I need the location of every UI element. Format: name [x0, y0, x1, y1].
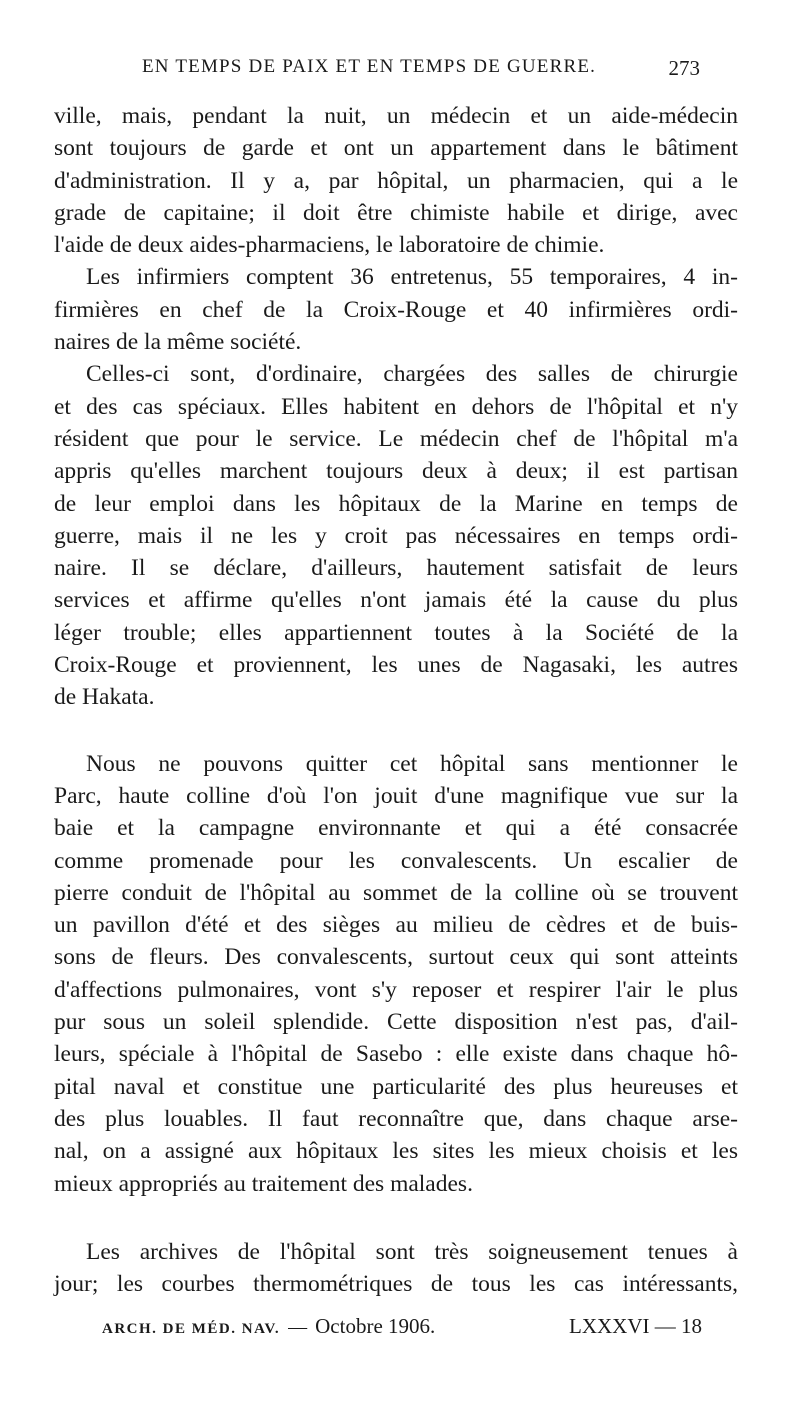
text-line: Nous ne pouvons quitter cet hôpital sans mentionner le — [86, 750, 738, 777]
text-line: de leur emploi dans les hôpitaux de la Marine en temps de — [54, 490, 738, 517]
text-line: Celles-ci sont, d'ordinaire, chargées des salles de chirurgie — [86, 361, 738, 388]
text-line: léger trouble; elles appartiennent toutes à la Société de la — [54, 619, 738, 646]
text-line: jour; les courbes thermométriques de tous les cas intéressants, — [54, 1271, 738, 1298]
text-line: naires de la même société. — [54, 329, 302, 356]
footer-separator: — — [288, 1317, 308, 1338]
text-line: guerre, mais il ne les y croit pas nécessaires en temps ordi- — [54, 522, 738, 549]
text-line: services et affirme qu'elles n'ont jamais été la cause du plus — [54, 587, 738, 614]
text-line: nal, on a assigné aux hôpitaux les sites les mieux choisis et les — [54, 1138, 738, 1165]
text-line: un pavillon d'été et des sièges au milieu de cèdres et de buis- — [54, 912, 738, 939]
text-line: comme promenade pour les convalescents. Un escalier de — [54, 847, 738, 874]
text-line: d'affections pulmonaires, vont s'y reposer et respirer l'air le plus — [54, 976, 738, 1003]
text-line: ville, mais, pendant la nuit, un médecin et un aide-médecin — [54, 103, 738, 129]
paragraph — [54, 261, 738, 358]
page-footer — [102, 1314, 702, 1344]
text-line: l'aide de deux aides-pharmaciens, le laboratoire de chimie. — [54, 232, 605, 259]
footer-citation — [102, 1314, 435, 1339]
text-line: pierre conduit de l'hôpital au sommet de la colline où se trouvent — [54, 879, 738, 906]
text-line: Les archives de l'hôpital sont très soigneusement tenues à — [86, 1238, 738, 1265]
text-line: appris qu'elles marchent toujours deux à deux; il est partisan — [54, 458, 738, 485]
text-line: naire. Il se déclare, d'ailleurs, hautement satisfait de leurs — [54, 555, 738, 582]
text-line: pur sous un soleil splendide. Cette disposition n'est pas, d'ail- — [54, 1009, 738, 1036]
section-break — [54, 714, 738, 748]
text-line: de Hakata. — [54, 684, 155, 711]
section-break — [54, 1200, 738, 1236]
text-line: et des cas spéciaux. Elles habitent en dehors de l'hôpital et n'y — [54, 393, 738, 420]
text-line: sont toujours de garde et ont un appartement dans le bâtiment — [54, 135, 738, 162]
paragraph — [54, 1236, 738, 1301]
text-line: Croix-Rouge et proviennent, les unes de Nagasaki, les autres — [54, 652, 738, 679]
running-title: EN TEMPS DE PAIX ET EN TEMPS DE GUERRE. — [142, 56, 597, 77]
text-line: résident que pour le service. Le médecin chef de l'hôpital m'a — [54, 425, 738, 452]
running-header — [120, 56, 700, 86]
issue-date: Octobre 1906. — [315, 1314, 436, 1338]
text-line: firmières en chef de la Croix-Rouge et 40 infirmières ordi- — [54, 296, 738, 323]
text-line: grade de capitaine; il doit être chimiste habile et dirige, avec — [54, 199, 738, 226]
paragraph — [54, 748, 738, 1200]
text-line: sons de fleurs. Des convalescents, surtout ceux qui sont atteints — [54, 944, 738, 971]
text-line: mieux appropriés au traitement des malades. — [54, 1170, 473, 1197]
paragraph — [54, 100, 738, 261]
text-line: leurs, spéciale à l'hôpital de Sasebo : elle existe dans chaque hô- — [54, 1041, 738, 1068]
text-line: Parc, haute colline d'où l'on jouit d'une magnifique vue sur la — [54, 782, 738, 809]
text-line: pital naval et constitue une particularité des plus heureuses et — [54, 1073, 738, 1100]
text-line: baie et la campagne environnante et qui a été consacrée — [54, 815, 738, 842]
signature-mark: LXXXVI — 18 — [569, 1314, 702, 1338]
text-line: des plus louables. Il faut reconnaître que, dans chaque arse- — [54, 1105, 738, 1132]
paragraph — [54, 358, 738, 713]
page-number: 273 — [668, 56, 700, 80]
text-line: Les infirmiers comptent 36 entretenus, 55 temporaires, 4 in- — [86, 264, 738, 291]
journal-abbreviation: ARCH. DE MÉD. NAV. — [102, 1321, 281, 1337]
body-text — [54, 100, 738, 1300]
text-line: d'administration. Il y a, par hôpital, un pharmacien, qui a le — [54, 167, 738, 194]
